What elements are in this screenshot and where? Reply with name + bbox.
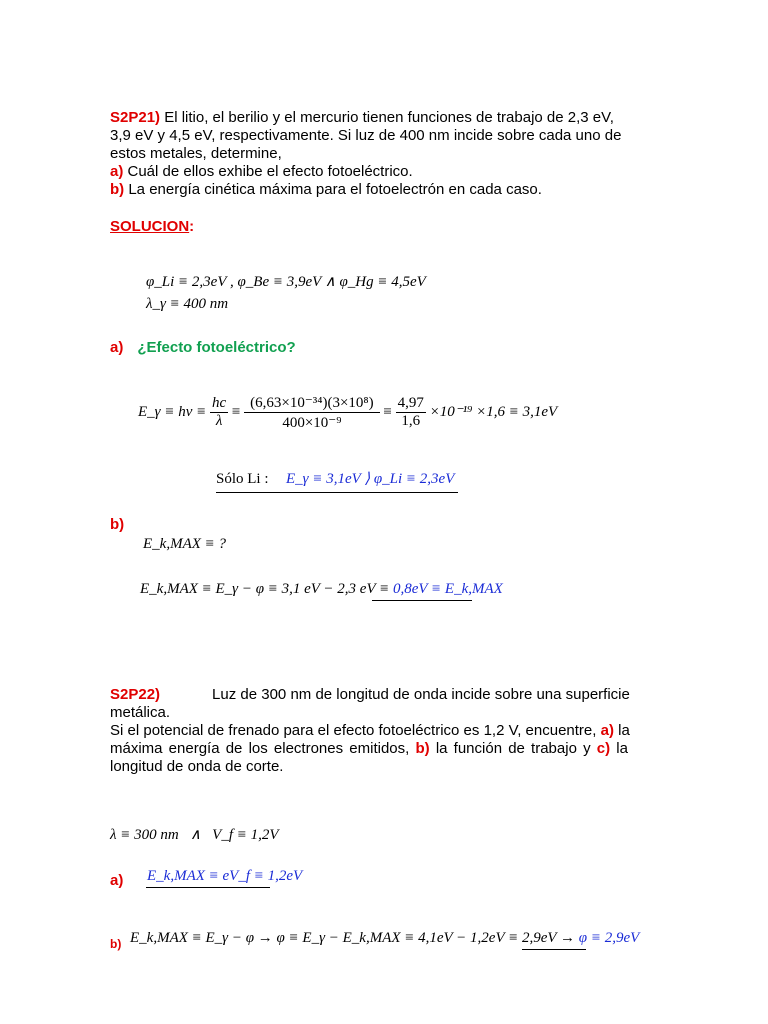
p21-label: S2P21) — [110, 109, 161, 126]
p21-given-wavelength: λ_γ ≡ 400 nm — [146, 296, 229, 312]
only-lithium-underline — [216, 492, 458, 493]
kinetic-energy-result: 0,8eV ≡ E_k,MAX — [392, 581, 503, 597]
p21-given-work-functions: φ_Li ≡ 2,3eV , φ_Be ≡ 3,9eV ∧ φ_Hg ≡ 4,5eV — [146, 274, 426, 290]
hc-over-lambda: $\frac{hc}{\lambda}$ — [211, 395, 227, 429]
p21-line1: S2P21) El litio, el berilio y el mercurio tienen funciones de trabajo de 2,3 eV, — [110, 109, 614, 126]
p22-line4: máxima energía de los electrones emitidos, b) la función de trabajo y c) la — [110, 740, 628, 757]
p21-item-b: b) La energía cinética máxima para el fotoelectrón en cada caso. — [110, 181, 542, 198]
p21-line2: 3,9 eV y 4,5 eV, respectivamente. Si luz de 400 nm incide sobre cada uno de — [110, 127, 622, 144]
constants-fraction: $\frac{\text{(6,63×10⁻³⁴)(3×10⁸)}}{\text{400×10⁻⁹}}$ — [244, 393, 380, 432]
only-lithium-result: Sólo Li : E_γ ≡ 3,1eV ⟩ φ_Li ≡ 2,3eV — [216, 471, 455, 487]
p22-part-b-heading: b) — [110, 937, 122, 951]
p22-statement — [110, 686, 660, 776]
p21-part-b-heading: b) — [110, 516, 125, 533]
p22-line5: longitud de onda de corte. — [110, 758, 284, 775]
p22-part-b-underline — [522, 949, 586, 950]
p22-given: λ ≡ 300 nm ∧ V_f ≡ 1,2V — [110, 827, 279, 843]
p22-line1: S2P22) Luz de 300 nm de longitud de onda incide sobre una superficie — [110, 686, 630, 703]
solucion-heading: SOLUCION: — [110, 218, 195, 235]
p22-part-b-equation: E_k,MAX ≡ E_γ − φ → φ ≡ E_γ − E_k,MAX ≡ 4,1eV − 1,2eV ≡ 2,9eV → φ ≡ 2,9eV — [130, 930, 640, 946]
p22-label: S2P22) — [110, 686, 161, 703]
kinetic-energy-question: E_k,MAX ≡ ? — [143, 536, 227, 552]
p22-part-b-result: φ ≡ 2,9eV — [578, 930, 640, 946]
p21-part-a-heading: a) ¿Efecto fotoeléctrico? — [110, 339, 296, 356]
kinetic-energy-underline — [372, 600, 472, 601]
p21-statement — [110, 109, 660, 199]
kinetic-energy-equation: E_k,MAX ≡ E_γ − φ ≡ 3,1 eV − 2,3 eV ≡ 0,8eV ≡ E_k,MAX — [140, 581, 503, 597]
p22-part-a-equation: E_k,MAX ≡ eV_f ≡ 1,2eV — [147, 868, 303, 884]
p22-line2: metálica. — [110, 704, 171, 721]
p21-item-a: a) Cuál de ellos exhibe el efecto fotoeléctrico. — [110, 163, 413, 180]
p22-part-a-heading: a) — [110, 872, 124, 889]
photon-energy-equation: E_γ ≡ hν ≡ $\frac{hc}{\lambda}$ ≡ $\frac{\text{(6,63×10⁻³⁴)(3×10⁸)}}{\text{400×10⁻⁹}}$ ≡ $\frac{4,97}{1,6}$ ×10⁻¹⁹ ×1,6 ≡ 3,1eV — [138, 395, 558, 431]
p22-part-a-underline — [146, 887, 270, 888]
p21-line3: estos metales, determine, — [110, 145, 282, 162]
simplified-fraction: $\frac{4,97}{1,6}$ — [397, 395, 424, 429]
p22-line3: Si el potencial de frenado para el efecto fotoeléctrico es 1,2 V, encuentre, a) la — [110, 722, 630, 739]
